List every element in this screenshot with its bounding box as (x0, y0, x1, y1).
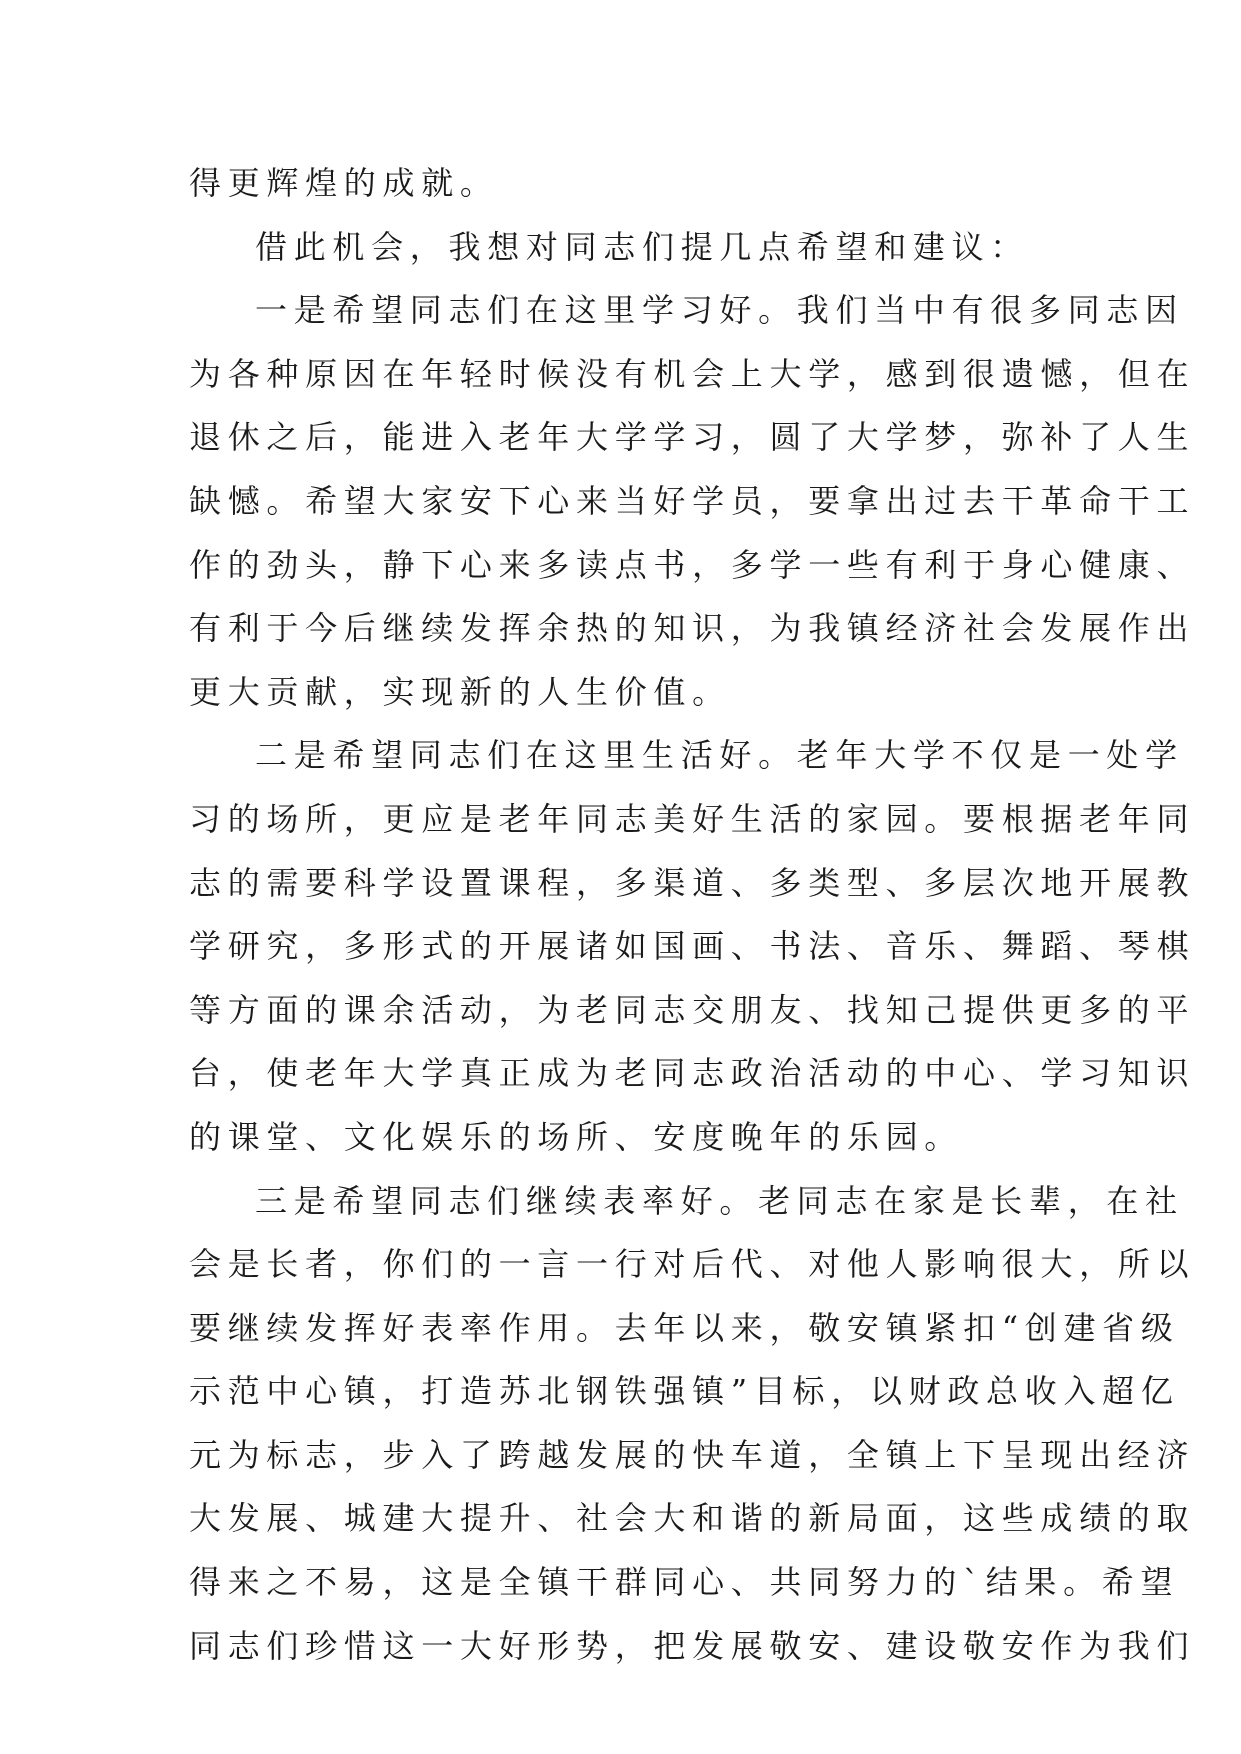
text-line: 习的场所，更应是老年同志美好生活的家园。要根据老年同 (189, 799, 1196, 838)
text-line: 台，使老年大学真正成为老同志政治活动的中心、学习知识 (189, 1054, 1196, 1093)
text-line: 要继续发挥好表率作用。去年以来，敬安镇紧扣“创建省级 (189, 1308, 1180, 1347)
text-line: 作的劲头，静下心来多读点书，多学一些有利于身心健康、 (189, 545, 1196, 584)
text-line: 学研究，多形式的开展诸如国画、书法、音乐、舞蹈、琴棋 (189, 927, 1196, 966)
text-line: 同志们珍惜这一大好形势，把发展敬安、建设敬安作为我们 (189, 1626, 1196, 1665)
text-line: 示范中心镇，打造苏北钢铁强镇”目标，以财政总收入超亿 (189, 1372, 1180, 1411)
paragraph-first-line: 三是希望同志们继续表率好。老同志在家是长辈，在社 (255, 1181, 1184, 1220)
text-line: 元为标志，步入了跨越发展的快车道，全镇上下呈现出经济 (189, 1435, 1196, 1474)
text-line: 等方面的课余活动，为老同志交朋友、找知己提供更多的平 (189, 990, 1196, 1029)
paragraph-first-line: 借此机会，我想对同志们提几点希望和建议： (255, 227, 1030, 266)
text-line: 志的需要科学设置课程，多渠道、多类型、多层次地开展教 (189, 863, 1196, 902)
paragraph-first-line: 一是希望同志们在这里学习好。我们当中有很多同志因 (255, 291, 1184, 330)
text-line: 有利于今后继续发挥余热的知识，为我镇经济社会发展作出 (189, 609, 1196, 648)
text-line: 缺憾。希望大家安下心来当好学员，要拿出过去干革命干工 (189, 481, 1196, 520)
text-line: 为各种原因在年轻时候没有机会上大学，感到很遗憾，但在 (189, 354, 1196, 393)
body-text (189, 152, 1196, 1678)
paragraph-first-line: 二是希望同志们在这里生活好。老年大学不仅是一处学 (255, 736, 1184, 775)
text-line: 更大贡献，实现新的人生价值。 (189, 672, 731, 711)
text-line: 的课堂、文化娱乐的场所、安度晚年的乐园。 (189, 1117, 964, 1156)
text-line: 得来之不易，这是全镇干群同心、共同努力的`结果。希望 (189, 1563, 1180, 1602)
text-line: 得更辉煌的成就。 (189, 164, 499, 202)
text-line: 大发展、城建大提升、社会大和谐的新局面，这些成绩的取 (189, 1499, 1196, 1538)
text-line: 退休之后，能进入老年大学学习，圆了大学梦，弥补了人生 (189, 418, 1196, 457)
text-line: 会是长者，你们的一言一行对后代、对他人影响很大，所以 (189, 1245, 1196, 1284)
